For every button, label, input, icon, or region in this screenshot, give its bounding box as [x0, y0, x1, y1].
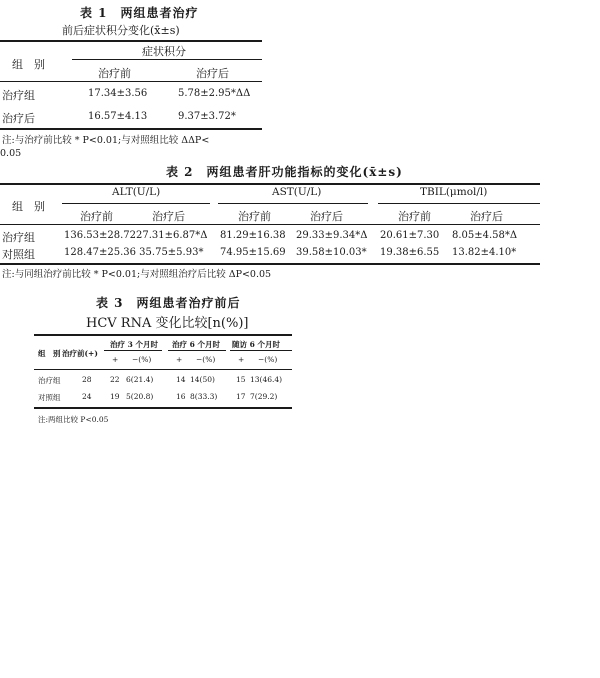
table2-alt-before: 治疗前 — [80, 210, 113, 223]
table2-ast-after: 治疗后 — [310, 210, 343, 223]
table2-header-rule — [0, 224, 540, 225]
table3-header-group: 组 别 — [38, 349, 61, 358]
table2-group-rule-alt — [62, 203, 210, 204]
table2-row1-tbil-before: 20.61±7.30 — [380, 230, 440, 241]
table3-row2-m6-minus: 8(33.3) — [190, 392, 218, 401]
table2-row1-tbil-after: 8.05±4.58*Δ — [452, 230, 518, 241]
table3-row1-m3-plus: 22 — [110, 375, 120, 384]
table2-row1-ast-before: 81.29±16.38 — [220, 230, 286, 241]
table3-subtitle: HCV RNA 变化比较[n(%)] — [86, 316, 249, 331]
table3-row2-group: 对照组 — [38, 393, 61, 402]
table2-tbil-before: 治疗前 — [398, 210, 431, 223]
table3-row1-m6-minus: 14(50) — [190, 375, 215, 384]
table2-top-rule — [0, 183, 540, 185]
table1-row1-group: 治疗组 — [2, 89, 35, 102]
table1-row1-before: 17.34±3.56 — [88, 88, 148, 99]
table3-group-rule-2 — [168, 350, 226, 351]
table3-row2-m3-minus: 5(20.8) — [126, 392, 154, 401]
table3-bottom-rule — [34, 407, 292, 409]
table2-bottom-rule — [0, 263, 540, 265]
table1-mid-rule — [72, 59, 262, 60]
table2-col-ast: AST(U/L) — [272, 186, 322, 198]
table3-col-month6: 治疗 6 个月时 — [172, 340, 220, 349]
table3-minus-3: −(%) — [258, 355, 278, 364]
table2-row1-group: 治疗组 — [2, 231, 35, 244]
table3-col-month3: 治疗 3 个月时 — [110, 340, 158, 349]
table2-alt-after: 治疗后 — [152, 210, 185, 223]
table1-row2-group: 治疗后 — [2, 112, 35, 125]
table1-row2-before: 16.57±4.13 — [88, 111, 148, 122]
table3-row1-f6-minus: 13(46.4) — [250, 375, 283, 384]
table3-plus-3: + — [238, 355, 245, 364]
table3-row1-group: 治疗组 — [38, 376, 61, 385]
table1-note-line2: 0.05 — [0, 148, 22, 159]
table1-subtitle: 前后症状积分变化(x̄±s) — [62, 24, 180, 37]
table3-row2-f6-minus: 7(29.2) — [250, 392, 278, 401]
table3-col-followup6: 随访 6 个月时 — [232, 340, 280, 349]
table2-group-rule-tbil — [378, 203, 540, 204]
table2-row2-tbil-after: 13.82±4.10* — [452, 247, 517, 258]
table2-row2-group: 对照组 — [2, 248, 35, 261]
table3-row1-f6-plus: 15 — [236, 375, 246, 384]
table2-col-alt: ALT(U/L) — [112, 186, 161, 198]
table2-row2-tbil-before: 19.38±6.55 — [380, 247, 440, 258]
table2-group-rule-ast — [218, 203, 368, 204]
table2-col-tbil: TBIL(μmol/l) — [420, 186, 488, 198]
table3-minus-1: −(%) — [132, 355, 152, 364]
table3-row2-m3-plus: 19 — [110, 392, 120, 401]
table2-header-group: 组 别 — [12, 200, 45, 213]
table2-note: 注:与同组治疗前比较 * P<0.01;与对照组治疗后比较 ΔP<0.05 — [2, 269, 272, 280]
table3-row1-m3-minus: 6(21.4) — [126, 375, 154, 384]
table1-header-group: 组 别 — [12, 58, 45, 71]
table2-row2-ast-before: 74.95±15.69 — [220, 247, 286, 258]
table3-header-rule — [34, 369, 292, 370]
table3-group-rule-1 — [104, 350, 162, 351]
table1-top-rule — [0, 40, 262, 42]
table3-top-rule — [34, 334, 292, 336]
table1-row2-after: 9.37±3.72* — [178, 111, 236, 122]
table1-header-after: 治疗后 — [196, 67, 229, 80]
table1-row1-after: 5.78±2.95*ΔΔ — [178, 88, 251, 99]
table3-plus-1: + — [112, 355, 119, 364]
table2-tbil-after: 治疗后 — [470, 210, 503, 223]
table2-row2-ast-after: 39.58±10.03* — [296, 247, 367, 258]
table1-bottom-rule — [0, 128, 262, 130]
table3-group-rule-3 — [230, 350, 292, 351]
table3-row2-pre: 24 — [82, 392, 92, 401]
table2-ast-before: 治疗前 — [238, 210, 271, 223]
table2-title: 表 2 两组患者肝功能指标的变化(x̄±s) — [166, 165, 403, 179]
table3-row1-m6-plus: 14 — [176, 375, 186, 384]
table2-row1-alt: 136.53±28.7227.31±6.87*Δ — [64, 230, 208, 241]
table3-plus-2: + — [176, 355, 183, 364]
table2-row2-alt: 128.47±25.36 35.75±5.93* — [64, 247, 204, 258]
table1-header-main: 症状积分 — [142, 45, 186, 58]
table1-header-rule — [0, 81, 262, 82]
table1-note-line1: 注:与治疗前比较 * P<0.01;与对照组比较 ΔΔP< — [2, 135, 210, 146]
table3-title: 表 3 两组患者治疗前后 — [96, 296, 241, 310]
table3-note: 注:两组比较 P<0.05 — [38, 415, 109, 424]
table3-row2-m6-plus: 16 — [176, 392, 186, 401]
table1-header-before: 治疗前 — [98, 67, 131, 80]
table3-row1-pre: 28 — [82, 375, 92, 384]
table3-minus-2: −(%) — [196, 355, 216, 364]
table3-row2-f6-plus: 17 — [236, 392, 246, 401]
table2-row1-ast-after: 29.33±9.34*Δ — [296, 230, 368, 241]
table1-title: 表 1 两组患者治疗 — [80, 6, 199, 20]
table3-header-pre: 治疗前(+) — [62, 349, 98, 358]
